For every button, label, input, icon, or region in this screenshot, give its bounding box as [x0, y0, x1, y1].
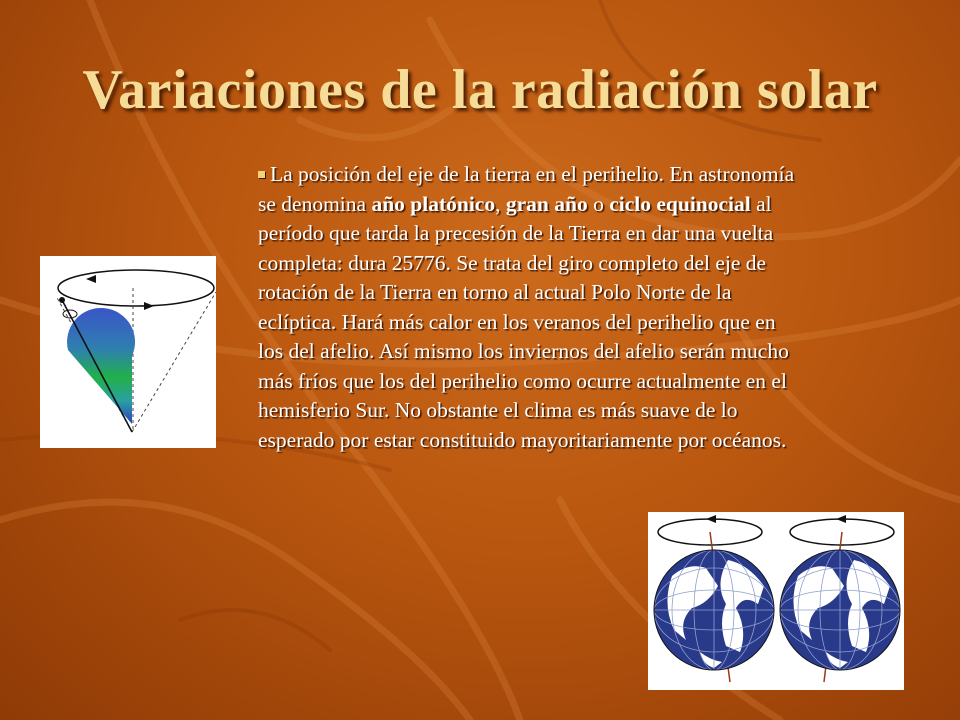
- slide-title: Variaciones de la radiación solar: [82, 59, 878, 121]
- paragraph-text-3: o: [587, 191, 610, 216]
- term-gran-ano: gran año: [505, 191, 588, 216]
- term-ano-platonico: año platónico: [371, 191, 496, 216]
- term-ciclo-equinocial: ciclo equinocial: [609, 191, 751, 216]
- paragraph-text-1: La posición del eje de la tierra en el perihelio. En astronomía se denomina: [258, 162, 795, 216]
- globe-left: [654, 515, 774, 682]
- paragraph-text-4: al período que tarda la precesión de la Tierra en dar una vuelta completa: dura 25776. Se trata del giro completo del eje de rotación de la Tierra en torno al actual Polo Norte de la eclíptica. Hará más calor en los veranos del perihelio que en los del afelio. Así mismo los inviernos del afelio serán mucho más fríos que los del perihelio como ocurre actualmente en el hemisferio Sur. No obstante el clima es más suave de lo esperado por estar constituido mayoritariamente por océanos.: [258, 191, 789, 452]
- globes-diagram: [648, 512, 904, 690]
- paragraph-text-2: ,: [495, 191, 506, 216]
- precession-diagram: [40, 256, 216, 448]
- bullet-marker: [258, 171, 265, 178]
- body-paragraph: [258, 160, 798, 455]
- globe-right: [780, 515, 900, 682]
